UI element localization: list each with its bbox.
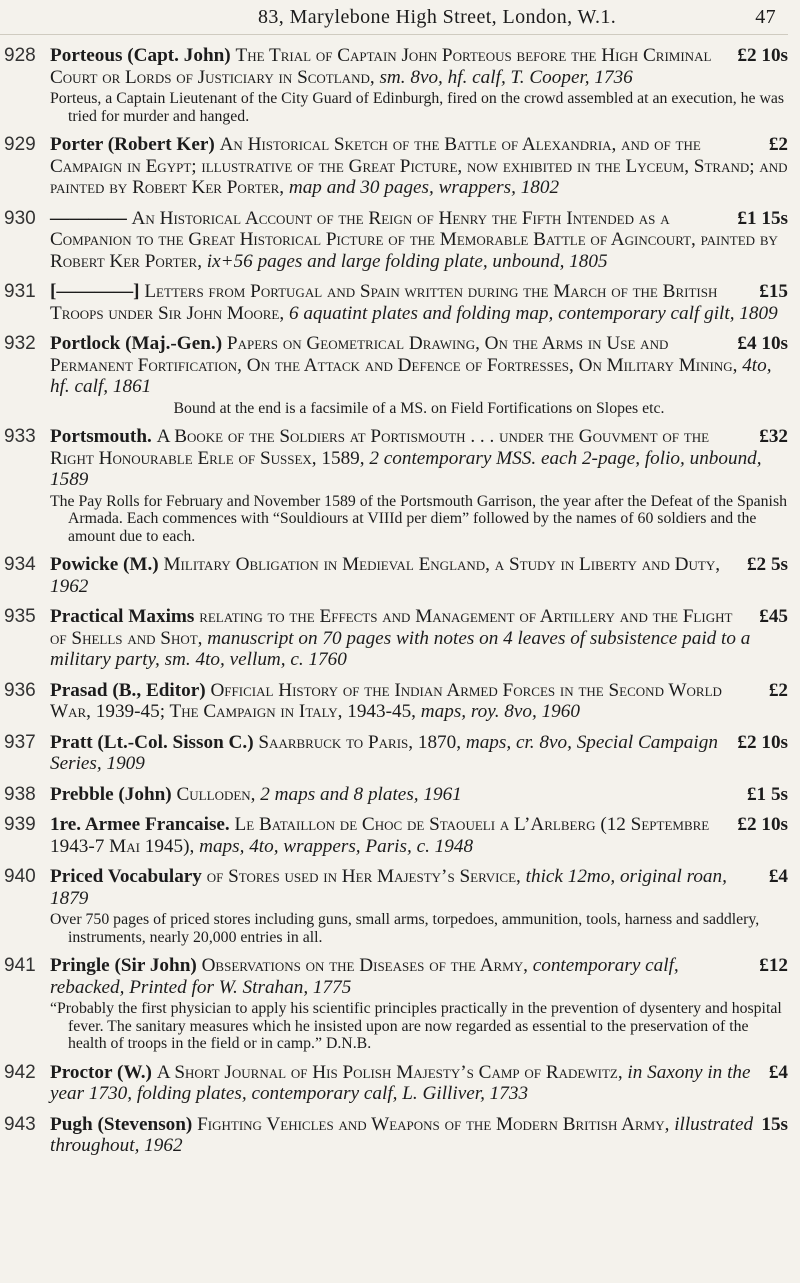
- running-head: [0, 0, 788, 35]
- author-heading: Portlock (Maj.-Gen.): [50, 333, 223, 354]
- entry-description: [50, 606, 788, 671]
- format-details: thick 12mo, original roan, 1879: [50, 866, 727, 909]
- entry-body: [50, 606, 788, 671]
- price: £2: [768, 134, 788, 155]
- format-details: 6 aquatint plates and folding map, contemporary calf gilt, 1809: [288, 302, 778, 324]
- format-details: manuscript on 70 pages with notes on 4 leaves of subsistence paid to a military party, sm. 4to, vellum, c. 1760: [50, 627, 751, 670]
- format-details: illustrated throughout, 1962: [50, 1113, 754, 1156]
- format-details: ix+56 pages and large folding plate, unbound, 1805: [206, 250, 608, 272]
- format-details: 2 maps and 8 plates, 1961: [260, 783, 462, 805]
- author-heading: Porter (Robert Ker): [50, 134, 215, 155]
- catalogue-entry: [0, 814, 788, 857]
- price: £1 5s: [746, 783, 788, 805]
- work-title: of Stores used in Her Majesty’s Service,: [206, 866, 521, 887]
- entry-description: [50, 1114, 788, 1157]
- lot-number: 934: [4, 554, 36, 575]
- catalogue-entry: [0, 45, 788, 125]
- author-heading: Prebble (John): [50, 783, 172, 805]
- bookseller-address: 83, Marylebone High Street, London, W.1.: [258, 5, 617, 28]
- work-title: A Booke of the Soldiers at Portismouth . . . under the Gouvment of the Right Honourable Erle of Sussex, 1589,: [50, 426, 710, 469]
- format-details: 4to, hf. calf, 1861: [50, 354, 772, 397]
- lot-number: 933: [4, 426, 36, 447]
- catalogue-entry: [0, 784, 788, 806]
- entry-body: [50, 814, 788, 857]
- author-heading: 1re. Armee Francaise.: [50, 814, 230, 835]
- entry-body: [50, 333, 788, 417]
- entry-body: [50, 955, 788, 1053]
- work-title: Papers on Geometrical Drawing, On the Arms in Use and Permanent Fortification, On the Attack and Defence of Fortresses, On Military Mining,: [50, 333, 738, 376]
- price: £4: [768, 1061, 788, 1083]
- work-title: Le Bataillon de Choc de Staoueli a L’Arlberg (12 Septembre 1943-7 Mai 1945),: [50, 814, 710, 857]
- format-details: maps, roy. 8vo, 1960: [420, 701, 580, 722]
- lot-number: 939: [4, 814, 36, 835]
- format-details: 2 contemporary MSS. each 2-page, folio, unbound, 1589: [50, 447, 762, 490]
- entry-note: Bound at the end is a facsimile of a MS. on Field Fortifications on Slopes etc.: [173, 399, 665, 417]
- entry-body: [50, 680, 788, 723]
- author-heading: Priced Vocabulary: [50, 866, 202, 887]
- author-heading: Prasad (B., Editor): [50, 679, 206, 701]
- price: £12: [759, 955, 788, 976]
- entry-description: [50, 208, 788, 273]
- entry-description: [50, 45, 788, 88]
- work-title: An Historical Account of the Reign of Henry the Fifth Intended as a Companion to the Great Historical Picture of the Memorable Battle of Agincourt, painted by Robert Ker Porter,: [50, 207, 778, 272]
- entry-description: [50, 866, 788, 909]
- work-title: The Trial of Captain John Porteous before the High Criminal Court or Lords of Justiciary in Scotland,: [50, 45, 712, 88]
- price: £2 10s: [737, 731, 788, 753]
- entry-body: [50, 281, 788, 324]
- entry-body: [50, 426, 788, 545]
- format-details: contemporary calf, rebacked, Printed for W. Strahan, 1775: [50, 955, 679, 998]
- entry-description: [50, 955, 788, 998]
- lot-number: 931: [4, 281, 36, 302]
- lot-number: 938: [4, 783, 36, 805]
- entry-body: [50, 866, 788, 946]
- work-title: Letters from Portugal and Spain written during the March of the British Troops under Sir John Moore,: [50, 281, 718, 324]
- entry-body: [50, 208, 788, 273]
- entry-note: The Pay Rolls for February and November 1589 of the Portsmouth Garrison, the year after the Defeat of the Spanish Armada. Each commences with “Souldiours at VIIId per diem” followed by the names of 60 soldiers and the amount due to each.: [50, 492, 787, 545]
- format-details: maps, 4to, wrappers, Paris, c. 1948: [199, 835, 474, 857]
- lot-number: 930: [4, 207, 36, 229]
- author-heading: Pugh (Stevenson): [50, 1113, 193, 1135]
- lot-number: 941: [4, 955, 36, 976]
- lot-number: 935: [4, 606, 36, 627]
- work-title: Culloden,: [176, 783, 256, 805]
- work-title: Observations on the Diseases of the Army,: [201, 955, 528, 976]
- entry-description: [50, 732, 788, 775]
- lot-number: 942: [4, 1061, 36, 1083]
- entry-body: [50, 45, 788, 125]
- price: £15: [759, 281, 788, 302]
- author-heading: Proctor (W.): [50, 1061, 152, 1083]
- entry-body: [50, 554, 788, 597]
- author-heading: ————: [50, 207, 127, 229]
- entry-description: [50, 333, 788, 398]
- price: £4 10s: [737, 333, 788, 354]
- lot-number: 932: [4, 333, 36, 354]
- entry-description: [50, 281, 788, 324]
- entry-body: [50, 134, 788, 199]
- entry-body: [50, 1062, 788, 1105]
- catalogue-entry: [0, 208, 788, 273]
- page-number: 47: [755, 5, 776, 28]
- entry-description: [50, 814, 788, 857]
- author-heading: Powicke (M.): [50, 554, 159, 575]
- catalogue-entry: [0, 680, 788, 723]
- entry-description: [50, 426, 788, 491]
- author-heading: [————]: [50, 281, 140, 302]
- price: £2 10s: [737, 45, 788, 66]
- catalogue-entry: [0, 606, 788, 671]
- author-heading: Porteous (Capt. John): [50, 45, 231, 66]
- lot-number: 940: [4, 866, 36, 887]
- catalogue-entry: [0, 134, 788, 199]
- catalogue-entry: [0, 1062, 788, 1105]
- format-details: 1962: [50, 575, 89, 597]
- entry-description: [50, 680, 788, 723]
- work-title: A Short Journal of His Polish Majesty’s Camp of Radewitz,: [156, 1061, 623, 1083]
- author-heading: Practical Maxims: [50, 606, 195, 627]
- catalogue-entry: [0, 866, 788, 946]
- catalogue-entry: [0, 426, 788, 545]
- format-details: in Saxony in the year 1730, folding plates, contemporary calf, L. Gilliver, 1733: [50, 1061, 751, 1104]
- price: £2 10s: [737, 814, 788, 835]
- catalogue-entry: [0, 1114, 788, 1157]
- entry-description: [50, 134, 788, 199]
- catalogue-entry: [0, 732, 788, 775]
- entry-description: [50, 1062, 788, 1105]
- work-title: Fighting Vehicles and Weapons of the Modern British Army,: [197, 1113, 670, 1135]
- price: £4: [768, 866, 788, 887]
- price: £1 15s: [737, 207, 788, 229]
- catalogue-entries: [0, 35, 788, 1157]
- price: £2 5s: [746, 554, 788, 575]
- entry-note: Over 750 pages of priced stores including guns, small arms, torpedoes, ammunition, tools, harness and saddlery, instruments, nearly 20,000 entries in all.: [50, 911, 760, 946]
- work-title: Official History of the Indian Armed Forces in the Second World War, 1939-45; The Campaign in Italy, 1943-45,: [50, 679, 722, 722]
- lot-number: 937: [4, 731, 36, 753]
- price: £32: [759, 426, 788, 447]
- format-details: maps, cr. 8vo, Special Campaign Series, 1909: [50, 731, 718, 774]
- author-heading: Pringle (Sir John): [50, 955, 197, 976]
- entry-body: [50, 732, 788, 775]
- entry-note: Porteus, a Captain Lieutenant of the City Guard of Edinburgh, fired on the crowd assembled at an execution, he was tried for murder and hanged.: [50, 90, 785, 125]
- catalogue-entry: [0, 554, 788, 597]
- work-title: relating to the Effects and Management of Artillery and the Flight of Shells and Shot,: [50, 606, 733, 649]
- author-heading: Pratt (Lt.-Col. Sisson C.): [50, 731, 254, 753]
- catalogue-entry: [0, 333, 788, 417]
- format-details: sm. 8vo, hf. calf, T. Cooper, 1736: [379, 66, 633, 88]
- lot-number: 943: [4, 1113, 36, 1135]
- entry-description: [50, 784, 788, 806]
- work-title: Military Obligation in Medieval England, a Study in Liberty and Duty,: [163, 554, 721, 575]
- author-heading: Portsmouth.: [50, 426, 152, 447]
- entry-body: [50, 784, 788, 806]
- work-title: An Historical Sketch of the Battle of Alexandria, and of the Campaign in Egypt; illustrative of the Great Picture, now exhibited in the Lyceum, Strand; and painted by Robert Ker Porter,: [50, 134, 788, 198]
- format-details: map and 30 pages, wrappers, 1802: [288, 177, 560, 198]
- lot-number: 928: [4, 45, 36, 66]
- price: £2: [768, 679, 788, 701]
- price: £45: [759, 606, 788, 627]
- catalogue-entry: [0, 955, 788, 1053]
- lot-number: 929: [4, 134, 36, 155]
- entry-note: “Probably the first physician to apply his scientific principles practically in the prevention of dysentery and hospital fever. The sanitary measures which he insisted upon are now regarded as essential to the preservation of the health of troops in the field or in camp.” D.N.B.: [50, 1000, 782, 1052]
- catalogue-entry: [0, 281, 788, 324]
- entry-body: [50, 1114, 788, 1157]
- entry-description: [50, 554, 788, 597]
- work-title: Saarbruck to Paris, 1870,: [258, 731, 462, 753]
- lot-number: 936: [4, 679, 36, 701]
- price: 15s: [761, 1113, 788, 1135]
